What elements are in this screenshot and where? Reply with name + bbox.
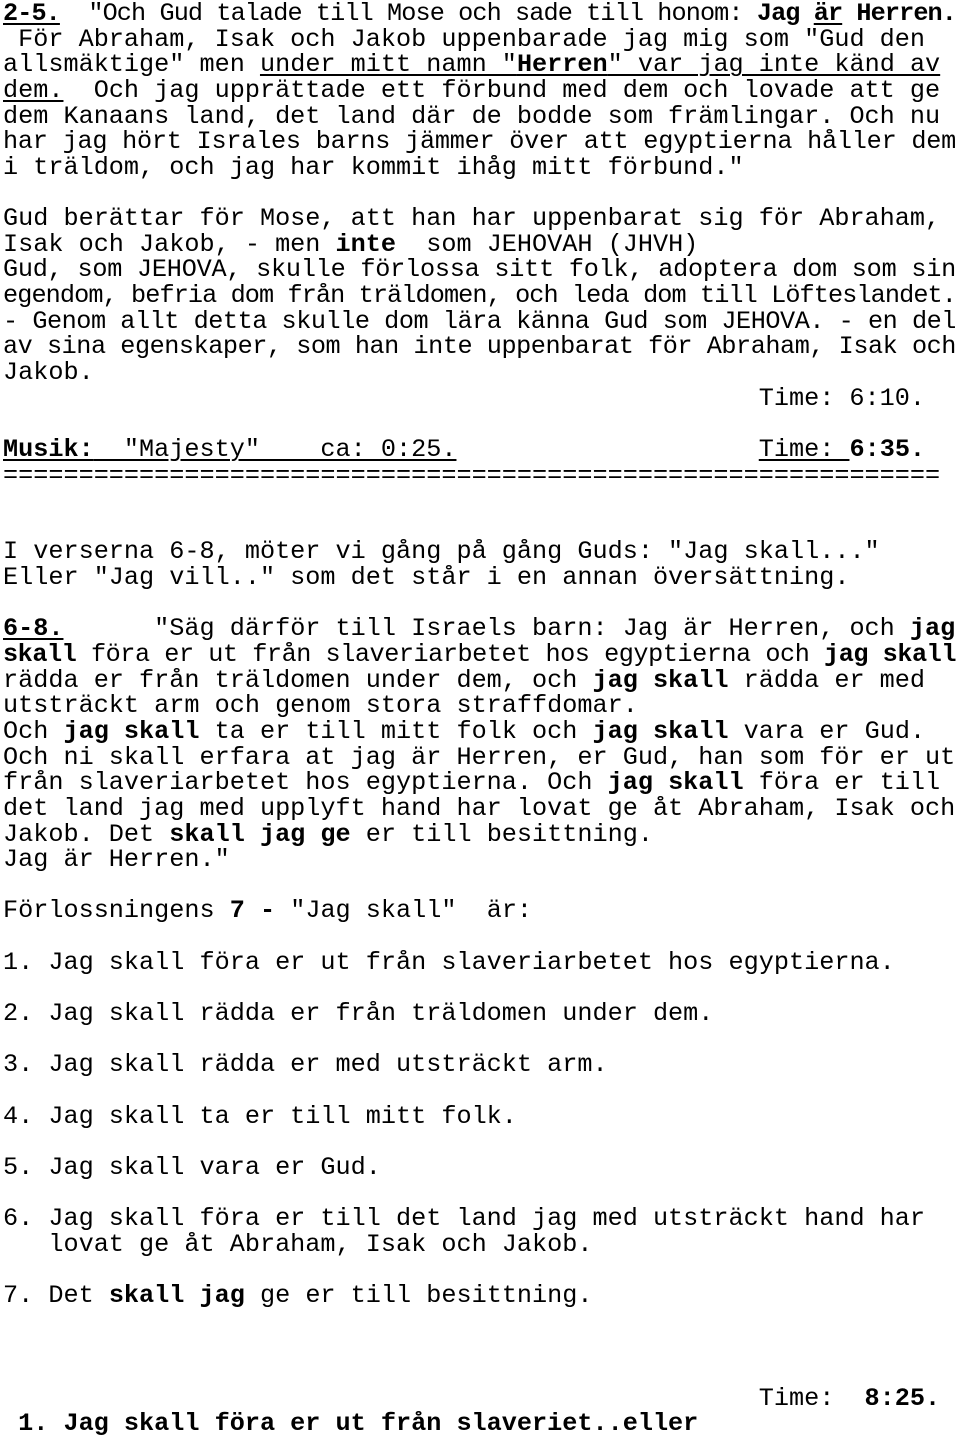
passage-line (3, 152, 744, 182)
passage-line (3, 24, 926, 54)
list-item-text: 7. Det (3, 1281, 109, 1311)
music-title: "Majesty" ca: 0:25. (93, 434, 457, 464)
commentary-text: Isak och Jakob, - men (3, 229, 336, 259)
heading-text: "Jag skall" är: (275, 896, 533, 926)
list-item (3, 947, 895, 977)
time-marker (3, 1383, 941, 1413)
passage-line (3, 101, 941, 131)
passage-6-8 (3, 614, 960, 875)
passage-line (3, 793, 956, 823)
intro-text: I verserna 6-8, möter vi gång på gång Guds: "Jag skall..." (3, 537, 880, 567)
time-text: Time: 6:10. (758, 383, 925, 413)
passage-text: Jakob. Det (3, 819, 170, 849)
commentary-text: som JEHOVAH (JHVH) (396, 229, 699, 259)
list-item-continuation (3, 1229, 593, 1259)
heading-text: 1. Jag skall föra er ut från slaveriet..eller (18, 1409, 699, 1439)
passage-text: Och (3, 716, 64, 746)
commentary-line (3, 357, 94, 387)
commentary-line (3, 257, 956, 283)
list-item (3, 1101, 517, 1131)
passage-line (3, 742, 956, 772)
passage-text: allsmäktige" men (3, 50, 260, 80)
passage-text: "Och Gud talade till Mose och sade till honom: (59, 0, 757, 28)
commentary-text: Gud berättar för Mose, att han har uppenbarat sig för Abraham, (3, 204, 941, 234)
intro-line (3, 565, 849, 591)
summary (3, 896, 960, 1311)
passage-2-5 (3, 1, 960, 180)
commentary-text: egendom, befria dom från träldomen, och leda dom till Löfteslandet. (3, 281, 957, 311)
passage-text: Jag är Herren." (3, 845, 230, 875)
commentary-line (3, 283, 956, 309)
commentary-line (3, 206, 940, 232)
list-item-text: ge er till besittning. (244, 1281, 593, 1311)
passage-text: utsträckt arm och genom stora straffdomar. (3, 691, 638, 721)
commentary-text: Jakob. (3, 357, 94, 387)
list-item (3, 1283, 593, 1309)
summary-heading (3, 898, 532, 924)
time-marker (3, 383, 925, 413)
passage-text: För Abraham, Isak och Jakob uppenbarade jag mig som "Gud den (3, 24, 926, 54)
passage-text: "Säg därför till Israels barn: Jag är Herren, och (154, 614, 910, 644)
list-item (3, 1152, 381, 1182)
passage-line (3, 770, 940, 796)
passage-text: i träldom, och jag har kommit ihåg mitt förbund." (3, 152, 744, 182)
underlined-text: dem. (3, 75, 64, 105)
list-item-text: 1. Jag skall föra er ut från slaveriarbetet hos egyptierna. (3, 947, 895, 977)
list-item (3, 1001, 713, 1027)
bold-emphasis: jag skall (607, 768, 744, 798)
bold-emphasis: jag skall (824, 640, 956, 670)
passage-text: Och jag upprättade ett förbund med dem och lovade att ge (63, 75, 941, 105)
passage-text: föra er till (743, 768, 941, 798)
intro-line (3, 539, 880, 565)
time-label: Time: (758, 434, 850, 464)
passage-line (3, 129, 956, 155)
passage-text: föra er ut från slaveriarbetet hos egyptierna och (76, 640, 825, 670)
passage-line (3, 616, 955, 642)
passage-text: från slaveriarbetet hos egyptierna. Och (3, 768, 608, 798)
passage-text: har jag hört Israles barns jämmer över att egyptierna håller dem (3, 127, 957, 157)
list-item-text: 2. Jag skall rädda er från träldomen under dem. (3, 999, 714, 1028)
bold-emphasis: inte (335, 229, 396, 259)
verse-reference: 2-5. (3, 0, 60, 28)
passage-text: rädda er från träldomen under dem, och (3, 665, 593, 695)
list-item-text: 3. Jag skall rädda er med utsträckt arm. (3, 1050, 608, 1080)
bold-emphasis: 7 - (229, 896, 276, 926)
passage-line (3, 642, 956, 668)
passage-line (3, 847, 230, 873)
time-label: Time: (758, 1383, 865, 1413)
commentary-text: av sina egenskaper, som han inte uppenbarat för Abraham, Isak och (3, 332, 956, 362)
time-value: 8:25. (864, 1383, 941, 1413)
intro-text: Eller "Jag vill.." som det står i en annan översättning. (3, 563, 850, 593)
passage-line (3, 665, 926, 695)
bold-emphasis: jag skall (63, 716, 200, 746)
passage-line (3, 716, 926, 746)
heading-text: Förlossningens (3, 896, 230, 926)
verse-reference: 6-8. (3, 614, 64, 644)
commentary (3, 206, 960, 411)
bold-underlined-emphasis: Herren (516, 50, 608, 80)
commentary-text: - Genom allt detta skulle dom lära känna Gud som JEHOVA. - en del (3, 306, 956, 336)
commentary-line (3, 229, 699, 259)
commentary-line (3, 306, 956, 336)
passage-line (3, 1, 956, 27)
footer (3, 1383, 960, 1439)
passage-text: er till besittning. (350, 819, 653, 849)
passage-line (3, 52, 940, 78)
commentary-line (3, 334, 956, 360)
passage-text: vara er Gud. (728, 716, 926, 746)
bold-emphasis: jag skall (592, 665, 729, 695)
bold-emphasis: Herren. (842, 0, 956, 28)
next-section-heading (3, 1411, 698, 1437)
passage-text: ta er till mitt folk och (199, 716, 593, 746)
bold-emphasis: jag skall (592, 716, 729, 746)
music-line (3, 434, 926, 464)
commentary-text: Gud, som JEHOVA, skulle förlossa sitt folk, adoptera dom som sin (3, 255, 957, 285)
passage-text: det land jag med upplyft hand har lovat ge åt Abraham, Isak och (3, 793, 956, 823)
intro (3, 537, 960, 593)
list-item-text: lovat ge åt Abraham, Isak och Jakob. (48, 1229, 593, 1259)
list-item (3, 1052, 608, 1078)
passage-line (3, 75, 941, 105)
bold-emphasis: Jag (756, 0, 814, 28)
list-item-text: 6. Jag skall föra er till det land jag med utsträckt hand har (3, 1204, 926, 1234)
bold-underlined-emphasis: är (813, 0, 843, 28)
list-item-text: 4. Jag skall ta er till mitt folk. (3, 1101, 517, 1131)
passage-line (3, 693, 638, 719)
time-value: 6:35. (849, 434, 926, 464)
divider-line (3, 460, 941, 490)
list-item (3, 1206, 925, 1232)
bold-emphasis: skall jag (108, 1281, 245, 1311)
bold-emphasis: skall jag ge (169, 819, 351, 849)
passage-text: Och ni skall erfara at jag är Herren, er Gud, han som för er ut (3, 742, 956, 772)
passage-text: dem Kanaans land, det land där de bodde som främlingar. Och nu (3, 101, 941, 131)
list-item-text: 5. Jag skall vara er Gud. (3, 1152, 381, 1182)
bold-emphasis: skall (3, 640, 77, 670)
passage-line (3, 819, 653, 849)
bold-emphasis: jag (909, 614, 956, 644)
music-label: Musik: (3, 434, 94, 464)
passage-text: rädda er med (728, 665, 926, 695)
underlined-text: under mitt namn " (259, 50, 517, 80)
underlined-text: " var jag inte känd av (607, 50, 941, 80)
divider: ============================================================== (3, 460, 941, 490)
